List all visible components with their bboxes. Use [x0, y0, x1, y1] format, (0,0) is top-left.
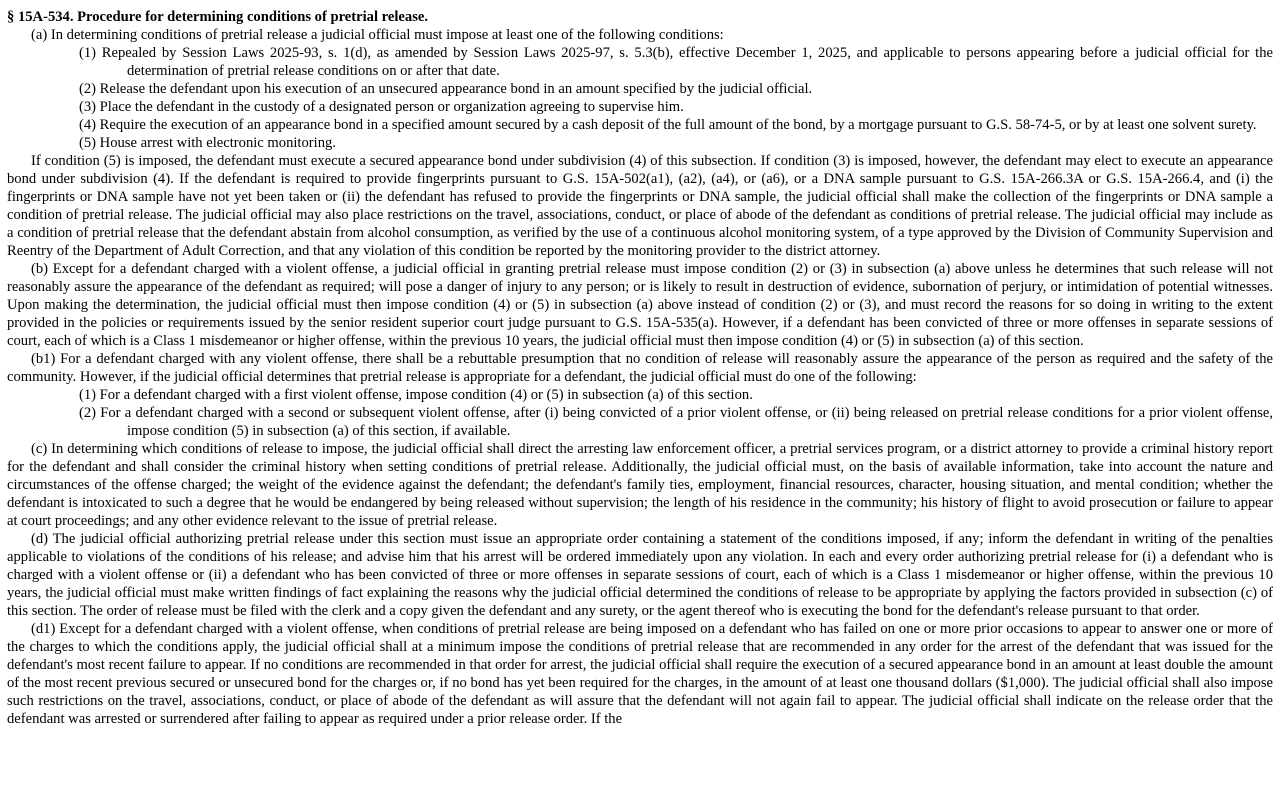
subsection-a-item-5: (5) House arrest with electronic monitoring.: [79, 135, 336, 151]
subsection-d: (d) The judicial official authorizing pretrial release under this section must issue an appropriate order containing a statement of the conditions imposed, if any; inform the defendant in writing of the penalties applicable to violations of the conditions of his release; and advise him that his arrest will be ordered immediately upon any violation. In each and every order authorizing pretrial release for (i) a defendant who is charged with a violent offense or (ii) a defendant who has been convicted of three or more offenses in separate sessions of court, each of which is a Class 1 misdemeanor or higher offense, within the previous 10 years, the judicial official must make written findings of fact explaining the reasons why the judicial official determined the conditions of release to be appropriate by applying the factors provided in subsection (c) of this section. The order of release must be filed with the clerk and a copy given the defendant and any surety, or the agent thereof who is executing the bond for the defendant's release pursuant to that order.: [7, 531, 1273, 619]
section-heading: § 15A-534. Procedure for determining conditions of pretrial release.: [7, 9, 428, 25]
subsection-b: (b) Except for a defendant charged with a violent offense, a judicial official in granting pretrial release must impose condition (2) or (3) in subsection (a) above unless he determines that such release will not reasonably assure the appearance of the defendant as required; will pose a danger of injury to any person; or is likely to result in destruction of evidence, subornation of perjury, or intimidation of potential witnesses. Upon making the determination, the judicial official must then impose condition (4) or (5) in subsection (a) above instead of condition (2) or (3), and must record the reasons for so doing in writing to the extent provided in the policies or requirements issued by the senior resident superior court judge pursuant to G.S. 15A-535(a). However, if a defendant has been convicted of three or more offenses in separate sessions of court, each of which is a Class 1 misdemeanor or higher offense, within the previous 10 years, the judicial official must then impose condition (4) or (5) in subsection (a) of this section.: [7, 261, 1273, 349]
subsection-a-item-3: (3) Place the defendant in the custody of a designated person or organization agreeing to supervise him.: [79, 99, 684, 115]
subsection-c: (c) In determining which conditions of release to impose, the judicial official shall direct the arresting law enforcement officer, a pretrial services program, or a district attorney to provide a criminal history report for the defendant and shall consider the criminal history when setting conditions of pretrial release. Additionally, the judicial official must, on the basis of available information, take into account the nature and circumstances of the offense charged; the weight of the evidence against the defendant; the defendant's family ties, employment, financial resources, character, housing situation, and mental condition; whether the defendant is intoxicated to such a degree that he would be endangered by being released without supervision; the length of his residence in the community; his history of flight to avoid prosecution or failure to appear at court proceedings; and any other evidence relevant to the issue of pretrial release.: [7, 441, 1273, 529]
subsection-a-intro: (a) In determining conditions of pretrial release a judicial official must impose at least one of the following conditions:: [31, 27, 724, 43]
subsection-a-item-2: (2) Release the defendant upon his execution of an unsecured appearance bond in an amount specified by the judicial official.: [79, 81, 813, 97]
subsection-d1: (d1) Except for a defendant charged with a violent offense, when conditions of pretrial release are being imposed on a defendant who has failed on one or more prior occasions to appear to answer one or more of the charges to which the conditions apply, the judicial official shall at a minimum impose the conditions of pretrial release that are recommended in any order for the arrest of the defendant that was issued for the defendant's most recent failure to appear. If no conditions are recommended in that order for arrest, the judicial official shall require the execution of a secured appearance bond in an amount at least double the amount of the most recent previous secured or unsecured bond for the charges or, if no bond has yet been required for the charges, in the amount of at least one thousand dollars ($1,000). The judicial official shall also impose such restrictions on the travel, associations, conduct, or place of abode of the defendant as will assure that the defendant will not again fail to appear. The judicial official shall indicate on the release order that the defendant was arrested or surrendered after failing to appear as required under a prior release order. If the: [7, 621, 1273, 727]
subsection-b1-item-2: (2) For a defendant charged with a second or subsequent violent offense, after (i) being convicted of a prior violent offense, or (ii) being released on pretrial release conditions for a prior violent offense, impose condition (5) in subsection (a) of this section, if available.: [79, 405, 1273, 439]
subsection-a-item-4: (4) Require the execution of an appearance bond in a specified amount secured by a cash deposit of the full amount of the bond, by a mortgage pursuant to G.S. 58-74-5, or by at least one solvent surety.: [79, 117, 1257, 133]
subsection-b1-item-1: (1) For a defendant charged with a first violent offense, impose condition (4) or (5) in subsection (a) of this section.: [79, 387, 753, 403]
subsection-a-item-1: (1) Repealed by Session Laws 2025-93, s. 1(d), as amended by Session Laws 2025-97, s. 5.3(b), effective December 1, 2025, and applicable to persons appearing before a judicial official for the determination of pretrial release conditions on or after that date.: [79, 45, 1273, 79]
subsection-b1-intro: (b1) For a defendant charged with any violent offense, there shall be a rebuttable presumption that no condition of release will reasonably assure the appearance of the person as required and the safety of the community. However, if the judicial official determines that pretrial release is appropriate for a defendant, the judicial official must do one of the following:: [7, 351, 1273, 385]
subsection-a-continuation: If condition (5) is imposed, the defendant must execute a secured appearance bond under subdivision (4) of this subsection. If condition (3) is imposed, however, the defendant may elect to execute an appearance bond under subdivision (4). If the defendant is required to provide fingerprints pursuant to G.S. 15A-502(a1), (a2), (a4), or (a6), or a DNA sample pursuant to G.S. 15A-266.3A or G.S. 15A-266.4, and (i) the fingerprints or DNA sample have not yet been taken or (ii) the defendant has refused to provide the fingerprints or DNA sample, the judicial official shall make the collection of the fingerprints or DNA sample a condition of pretrial release. The judicial official may also place restrictions on the travel, associations, conduct, or place of abode of the defendant as conditions of pretrial release. The judicial official may include as a condition of pretrial release that the defendant abstain from alcohol consumption, as verified by the use of a continuous alcohol monitoring system, of a type approved by the Division of Community Supervision and Reentry of the Department of Adult Correction, and that any violation of this condition be reported by the monitoring provider to the district attorney.: [7, 153, 1273, 259]
